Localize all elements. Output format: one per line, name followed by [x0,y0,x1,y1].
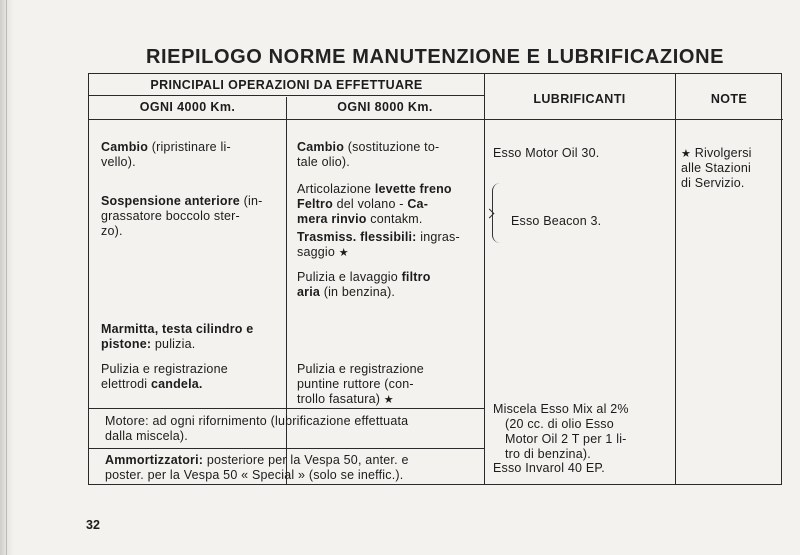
cell-4000-marmitta: Marmitta, testa cilindro e pistone: pulizia. [101,322,254,351]
divider-ops-lubricants [484,74,485,484]
cell-8000-filtro: Pulizia e lavaggio filtro aria (in benzina). [297,270,431,299]
header-4000km: OGNI 4000 Km. [139,100,236,114]
header-lubricants: LUBRIFICANTI [533,92,626,106]
divider-motore-row [89,408,484,409]
maintenance-table [88,73,782,485]
page-title: RIEPILOGO NORME MANUTENZIONE E LUBRIFICAZIONE [145,46,725,68]
cell-8000-ruttore: Pulizia e registrazione puntine ruttore (con- trollo fasatura) ★ [297,362,424,406]
star-icon: ★ [383,393,394,406]
header-operations: PRINCIPALI OPERAZIONI DA EFFETTUARE [150,78,423,92]
divider-ops-subheader [89,95,484,96]
cell-4000-cambio: Cambio (ripristinare li- vello). [101,140,231,169]
star-icon: ★ [681,147,692,160]
lubricant-motor-oil: Esso Motor Oil 30. [493,146,600,160]
cell-4000-sospensione: Sospensione anteriore (in- grassatore boccolo ster- zo). [101,194,263,238]
cell-4000-candela: Pulizia e registrazione elettrodi candela. [101,362,228,391]
lubricant-beacon: Esso Beacon 3. [511,214,602,228]
cell-8000-trasmissione: Trasmiss. flessibili: ingras- saggio ★ [297,230,460,259]
cell-8000-cambio: Cambio (sostituzione to- tale olio). [297,140,440,169]
cell-motore: Motore: ad ogni rifornimento (lubrificazione effettuata dalla miscela). [105,414,409,443]
page-binding-edge [0,0,14,555]
star-icon: ★ [338,246,349,259]
divider-header-body [89,119,783,120]
cell-ammortizzatori: Ammortizzatori: posteriore per la Vespa 50, anter. e poster. per la Vespa 50 « Special » (solo se ineffic.). [105,453,409,482]
cell-8000-articolazione: Articolazione levette freno Feltro del volano - Ca- mera rinvio contakm. [297,182,452,226]
cell-notes: ★ Rivolgersi alle Stazioni di Servizio. [681,146,752,190]
divider-lubricants-notes [675,74,676,484]
lubricant-miscela: Miscela Esso Mix al 2% (20 cc. di olio Esso Motor Oil 2 T per 1 li- tro di benzina). [493,402,629,461]
lubricant-invarol: Esso Invarol 40 EP. [493,461,605,475]
header-8000km: OGNI 8000 Km. [337,100,433,114]
divider-ammort-row [89,448,484,449]
page-number: 32 [86,518,100,532]
header-notes: NOTE [710,92,748,106]
curly-brace-icon [492,183,501,243]
